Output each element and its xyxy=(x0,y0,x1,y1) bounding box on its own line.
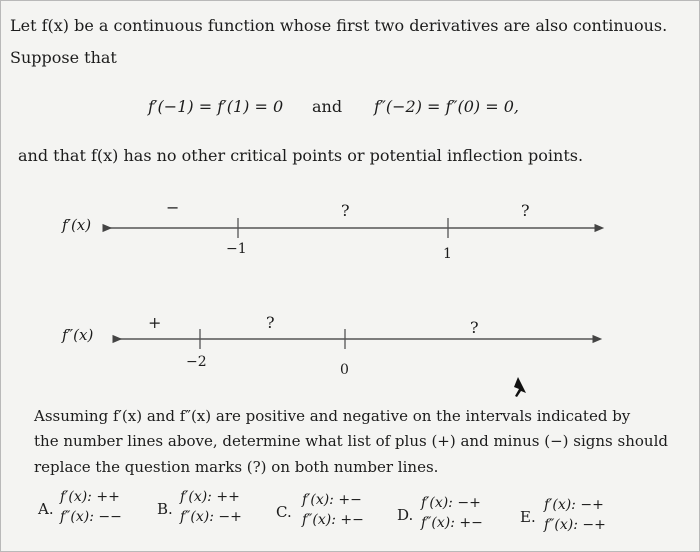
choice-e-second: f″(x): −+ xyxy=(544,517,606,533)
choice-e-letter: E. xyxy=(520,508,536,526)
choice-b-second: f″(x): −+ xyxy=(180,509,242,525)
problem-line-3: and that f(x) has no other critical points or potential inflection points. xyxy=(18,146,584,165)
choice-c-first: f′(x): +− xyxy=(302,492,362,508)
tick-label-1: 1 xyxy=(443,246,452,262)
question-line-3: replace the question marks (?) on both number lines. xyxy=(34,458,439,476)
tick-label-minus-1: −1 xyxy=(226,241,247,257)
first-derivative-label: f′(x) xyxy=(62,216,92,234)
choice-a-first: f′(x): ++ xyxy=(60,489,120,505)
first-derivative-sign-3: ? xyxy=(521,201,530,220)
problem-line-1: Let f(x) be a continuous function whose first two derivatives are also continuous. xyxy=(10,16,668,35)
first-derivative-sign-1: − xyxy=(166,198,180,217)
first-derivative-sign-2: ? xyxy=(341,201,350,220)
choice-d-first: f′(x): −+ xyxy=(421,495,481,511)
question-line-2: the number lines above, determine what list of plus (+) and minus (−) signs should xyxy=(34,432,668,450)
tick-label-minus-2: −2 xyxy=(186,354,207,370)
tick-label-0: 0 xyxy=(340,362,349,378)
question-line-1: Assuming f′(x) and f″(x) are positive and negative on the intervals indicated by xyxy=(34,407,631,425)
choice-d-second: f″(x): +− xyxy=(421,515,483,531)
choice-c-second: f″(x): +− xyxy=(302,512,364,528)
choice-c-letter: C. xyxy=(276,503,292,521)
equation-first-derivative: f′(−1) = f′(1) = 0 xyxy=(148,97,284,116)
choice-a-second: f″(x): −− xyxy=(60,509,122,525)
choice-d-letter: D. xyxy=(397,506,414,524)
problem-line-2: Suppose that xyxy=(10,48,117,67)
second-derivative-sign-3: ? xyxy=(470,318,479,337)
second-derivative-label: f″(x) xyxy=(62,326,94,344)
choice-e-first: f′(x): −+ xyxy=(544,497,604,513)
equation-second-derivative: f″(−2) = f″(0) = 0, xyxy=(374,97,519,116)
choice-a-letter: A. xyxy=(38,500,54,518)
equation-and: and xyxy=(312,97,343,116)
second-derivative-sign-2: ? xyxy=(266,313,275,332)
choice-b-letter: B. xyxy=(157,500,173,518)
choice-b-first: f′(x): ++ xyxy=(180,489,240,505)
second-derivative-sign-1: + xyxy=(148,313,162,332)
